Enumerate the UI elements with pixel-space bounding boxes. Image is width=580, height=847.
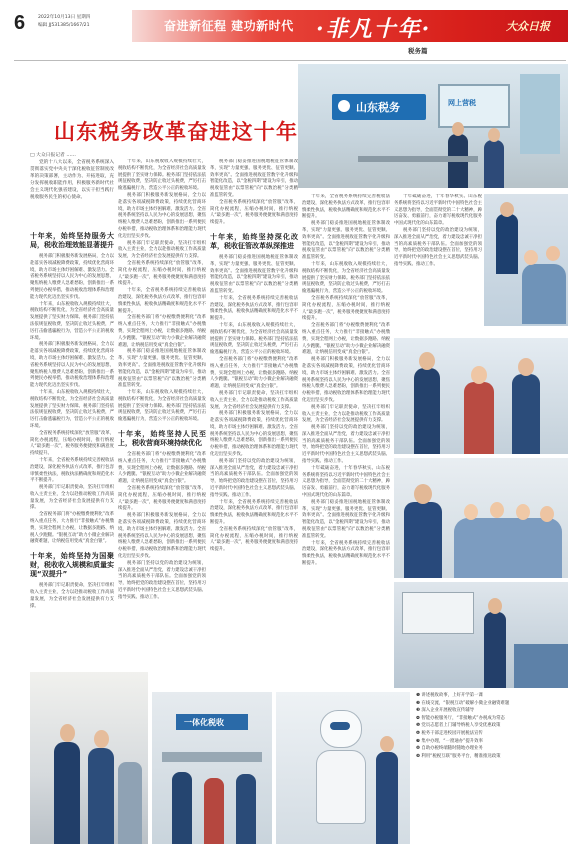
photo-service-robot (276, 692, 410, 844)
photo-school-classroom (484, 194, 568, 326)
paragraph: 十年来，全省税务系统持续完善税收法治建设，深化税务执法方式改革，推行包容审慎柔性执法，税收执法精确度和规范化水平不断提升。 (210, 295, 298, 322)
lecturer-head (488, 598, 502, 614)
hall-sign-text: 山东税务 (356, 101, 400, 114)
caption-item: ❼ 集中办理，“一窗通办”提升效率 (416, 738, 483, 744)
photo-meeting-room (30, 672, 148, 844)
paragraph: 十年来，全省税务系统持续完善税收法治建设，深化税务执法方式改革，推行包容审慎柔性执法，税收执法精确度和规范化水平不断提升。 (30, 457, 114, 484)
paragraph: 十年来，全省税务系统持续完善税收法治建设，深化税务执法方式改革，推行包容审慎柔性执法，税收执法精确度和规范化水平不断提升。 (118, 288, 206, 314)
subheading-3: 十年来，始终坚持人民至上，税收营商环境持续优化 (118, 430, 206, 448)
paragraph: 全省税务系统持续深化“放管服”改革，简化办税流程，压缩办税时间，推行纳税人“最多跑一次”，税务服务便捷度和满意度持续提升。 (210, 526, 298, 553)
paragraph: 税务部门积极服务新发展格局，全力以赴落实各项减税降费政策，持续优化营商环境，助力市场主体纾困解难、激发活力。全省税务系统坚持以人民为中心的发展思想，聚焦纳税人缴费人急难愁盼，创新推出一系列便民办税举措，推动税收治理体系和治理能力现代化迈出坚实步伐。 (30, 254, 114, 300)
article-column-5 (394, 194, 482, 334)
staff-figure (172, 772, 192, 844)
banner-slogan: 奋进新征程 建功新时代 (164, 19, 294, 33)
hall-sign (332, 94, 426, 120)
officer-figure-2 (88, 748, 114, 844)
photo-classroom-lecture (394, 582, 568, 688)
paragraph: 十年来，全省税务系统持续完善税收法治建设，深化税务执法方式改革，推行包容审慎柔性执法，税收执法精确度和规范化水平不断提升。 (302, 194, 390, 220)
caption-item: ❻ 税务干部走进校园开展税法宣传 (416, 730, 483, 736)
photo-tax-hall (298, 64, 568, 188)
paragraph: 十年来，全省税务系统持续完善税收法治建设，深化税务执法方式改革，推行包容审慎柔性执法，税收执法精确度和规范化水平不断提升。 (302, 540, 390, 567)
paragraph: 税务部门坚持以党的政治建设为统领，深入推进全面从严治党，着力建设忠诚干净担当的高素质税务干部队伍。全面加强党的领导，始终把党的政治建设摆在首位，坚持用习近平新时代中国特色社会主义思想武装头脑、指导实践、推动工作。 (210, 458, 298, 498)
paragraph: 税务部门积极服务新发展格局，全力以赴落实各项减税降费政策，持续优化营商环境，助力市场主体纾困解难、激发活力。全省税务系统坚持以人民为中心的发展思想，聚焦纳税人缴费人急难愁盼，创新推出一系列便民办税举措，推动税收治理体系和治理能力现代化迈出坚实步伐。 (30, 342, 114, 389)
subheading-2: 十年来，始终坚持为国聚财，税收收入规模和质量实现“双提升” (30, 552, 114, 579)
hall-banner-text: 一体化税收 (184, 718, 224, 727)
paragraph: 全省税务系统持续深化“放管服”改革，简化办税流程，压缩办税时间，推行纳税人“最多跑一次”，税务服务便捷度和满意度持续提升。 (30, 430, 114, 457)
officer-head (60, 724, 75, 742)
paragraph: 全省税务部门将“办税缴费便利化”改革纳入重点任务，大力推行“非接触式”办税缴费，实现全程网上办税，让数据多跑路、纳税人少跑腿。“银税互动”助力小微企业解决融资难题，让纳税信用变成“真金白银”。 (302, 323, 390, 356)
paragraph: 十年砥砺奋进，十年春华秋实。山东税务系统将坚持以习近平新时代中国特色社会主义思想为指导，全面贯彻党的二十大精神，踔厉奋发、勇毅前行，奋力谱写税收现代化服务中国式现代化的山东篇章。 (302, 465, 390, 499)
staff-figure-2 (236, 774, 256, 844)
teacher-head (500, 202, 514, 217)
audience (514, 644, 568, 688)
child-head (540, 506, 554, 522)
staff-head-2 (488, 128, 500, 142)
staff-head (380, 736, 394, 752)
paragraph: 税务部门积极服务新发展格局，全力以赴落实各项减税降费政策，持续优化营商环境，助力市场主体纾困解难、激发活力。全省税务系统坚持以人民为中心的发展思想，聚焦纳税人缴费人急难愁盼，创新推出一系列便民办税举措，推动税收治理体系和治理能力现代化迈出坚实步伐。 (302, 357, 390, 403)
officer-figure (404, 502, 442, 578)
paragraph: 全省税务部门将“办税缴费便利化”改革纳入重点任务，大力推行“非接触式”办税缴费，实现全程网上办税，让数据多跑路、纳税人少跑腿。“银税互动”助力小微企业解决融资难题，让纳税信用变成“真金白银”。 (30, 512, 114, 545)
photo-service-desk (394, 338, 568, 454)
student-head (546, 246, 560, 261)
blackboard (402, 592, 474, 634)
subheading-4: 十年来，始终坚持深化改革，税收征管改革纵深推进 (210, 232, 298, 250)
children-group (454, 518, 562, 578)
paragraph: 税务部门牢记职责使命，坚决扛牢组织收入主责主业，全力以赴推动税收工作高质量发展，为全省经济社会发展提供有力支撑。 (30, 485, 114, 511)
paragraph: 税务部门积极服务新发展格局，全力以赴落实各项减税降费政策，持续优化营商环境，助力市场主体纾困解难、激发活力。全省税务系统坚持以人民为中心的发展思想，聚焦纳税人缴费人急难愁盼，创新推出一系列便民办税举措，推动税收治理体系和治理能力现代化迈出坚实步伐。 (210, 411, 298, 458)
staff-figure (376, 752, 398, 844)
robot-face (330, 722, 350, 730)
paragraph: 税务部门牢记职责使命，坚决扛牢组织收入主责主业，全力以赴推动税收工作高质量发展，为全省经济社会发展提供有力支撑。 (302, 404, 390, 424)
robot-body (316, 750, 366, 824)
article-column-4 (302, 194, 390, 674)
child-head (490, 502, 504, 518)
paragraph: 税务部门坚持以党的政治建设为统领，深入推进全面从严治党，着力建设忠诚干净担当的高素质税务干部队伍。全面加强党的领导，始终把党的政治建设摆在首位，坚持用习近平新时代中国特色社会主义思想武装头脑、指导实践、推动工作。 (302, 425, 390, 465)
header-divider (14, 60, 566, 61)
header-banner (132, 10, 568, 42)
hall-screen (438, 84, 510, 128)
paragraph: 全省税务部门将“办税缴费便利化”改革纳入重点任务，大力推行“非接触式”办税缴费，实现全程网上办税，让数据多跑路、纳税人少跑腿。“银税互动”助力小微企业解决融资难题，让纳税信用变成“真金白银”。 (210, 356, 298, 390)
staff-head-2 (518, 358, 534, 376)
staff-figure-2 (484, 140, 504, 188)
caption-item: ❾ 利用“税税互联”服务平台，精准推送政策 (416, 753, 501, 759)
officer-figure (54, 742, 80, 844)
paragraph: 税务部门牢记职责使命，坚决扛牢组织收入主责主业，全力以赴推动税收工作高质量发展，为全省经济社会发展提供有力支撑。 (30, 583, 114, 609)
staff-figure-2 (512, 374, 540, 454)
lecturer-figure (484, 612, 506, 688)
caption-item: ❷ 在线交流，“银税互动”破解小微企业融资难题 (416, 700, 510, 706)
paragraph: 十年来，山东税收收入规模持续壮大，税收结构不断优化，为全省经济社会高质量发展提供了坚实财力保障。税务部门坚持依法依规征税收费，坚决防止收过头税费，严厉打击偷逃骗税行为，营造公平公正的税收环境。 (30, 389, 114, 429)
photo-integrated-hall (152, 692, 272, 844)
paragraph: 税务部门牢记职责使命，坚决扛牢组织收入主责主业，全力以赴推动税收工作高质量发展，为全省经济社会发展提供有力支撑。 (210, 390, 298, 410)
paragraph: 税务部门稳妥推进国税地税征管体制改革，实现“力量更强、服务更优、征管更顺、效率更高”。全面推进税收征管数字化升级和智能化改造，以“金税四期”建设为牵引，推动税收征管由“以票管税”向“以数治税”分类精准监管转变。 (118, 349, 206, 389)
photo-school-visit (394, 458, 568, 578)
paragraph: 税务部门稳妥推进国税地税征管体制改革，实现“力量更强、服务更优、征管更顺、效率更高”。全面推进税收征管数字化升级和智能化改造，以“金税四期”建设为牵引，推动税收征管由“以票管税”向“以数治税”分类精准监管转变。 (210, 159, 298, 198)
paragraph: 税务部门稳妥推进国税地税征管体制改革，实现“力量更强、服务更优、征管更顺、效率更高”。全面推进税收征管数字化升级和智能化改造，以“金税四期”建设为牵引，推动税收征管由“以票管税”向“以数治税”分类精准监管转变。 (210, 254, 298, 294)
paragraph: 税务部门坚持以党的政治建设为统领，深入推进全面从严治党，着力建设忠诚干净担当的高素质税务干部队伍。全面加强党的领导，始终把党的政治建设摆在首位，坚持用习近平新时代中国特色社会主义思想武装头脑、指导实践、推动工作。 (118, 560, 206, 600)
staff-head (419, 352, 435, 370)
byline: □ 大众日报记者 …… (30, 153, 76, 158)
caption-item: ❽ 自助办税终端随时随地办理业务 (416, 746, 483, 752)
paragraph: 全省税务系统持续深化“放管服”改革，简化办税流程，压缩办税时间，推行纳税人“最多跑一次”，税务服务便捷度和满意度持续提升。 (302, 295, 390, 322)
caption-item: ❺ 党员志愿者上门辅导纳税人享受优惠政策 (416, 723, 501, 729)
teacher-figure (496, 214, 518, 274)
subheading-1: 十年来，始终坚持服务大局，税收治理效能显著提升 (30, 232, 114, 249)
paragraph: 全省税务部门将“办税缴费便利化”改革纳入重点任务，大力推行“非接触式”办税缴费，实现全程网上办税，让数据多跑路、纳税人少跑腿。“银税互动”助力小微企业解决融资难题，让纳税信用变成“真金白银”。 (118, 452, 206, 485)
citizen-figure (464, 382, 494, 454)
photo-captions (416, 693, 568, 761)
citizen-figure (204, 778, 224, 844)
screen-text: 网上营税 (448, 99, 476, 107)
paragraph: 全省税务系统持续深化“放管服”改革，简化办税流程，压缩办税时间，推行纳税人“最多跑一次”，税务服务便捷度和满意度持续提升。 (210, 199, 298, 226)
paragraph: 十年砥砺奋进，十年春华秋实。山东税务系统将坚持以习近平新时代中国特色社会主义思想为指导，全面贯彻党的二十大精神，踔厉奋发、勇毅前行，奋力谱写税收现代化服务中国式现代化的山东篇章。 (394, 194, 482, 227)
article-title: 山东税务改革奋进这十年 (54, 120, 299, 144)
officer-head (414, 484, 432, 504)
paragraph: 十年来，山东税收收入规模持续壮大，税收结构不断优化，为全省经济社会高质量发展提供了坚实财力保障。税务部门坚持依法依规征税收费，坚决防止收过头税费，严厉打击偷逃骗税行为，营造公平公正的税收环境。 (118, 159, 206, 192)
lead-paragraph (30, 159, 114, 217)
child-head (516, 504, 530, 520)
article-column-3 (210, 159, 298, 669)
hall-banner (176, 714, 248, 730)
paragraph: 税务部门稳妥推进国税地税征管体制改革，实现“力量更强、服务更优、征管更顺、效率更高”。全面推进税收征管数字化升级和智能化改造，以“金税四期”建设为牵引，推动税收征管由“以票管税”向“以数治税”分类精准监管转变。 (302, 499, 390, 539)
paragraph: 税务部门稳妥推进国税地税征管体制改革，实现“力量更强、服务更优、征管更顺、效率更高”。全面推进税收征管数字化升级和智能化改造，以“金税四期”建设为牵引，推动税收征管由“以票管税”向“以数治税”分类精准监管转变。 (302, 221, 390, 261)
student-head (524, 250, 538, 265)
banner-headline: ·非凡十年· (316, 16, 432, 42)
lead-text: 党的十八大以来，全省税务系统深入贯彻落实党中央关于深化税收征管制度改革的决策部署，主动作为、开拓进取，充分发挥税收职能作用，积极服务新时代社会主义现代化强省建设，以实干担当践行税收服务民生的初心使命。 (30, 160, 114, 200)
paragraph: 全省税务系统持续深化“放管服”改革，简化办税流程，压缩办税时间，推行纳税人“最多跑一次”，税务服务便捷度和满意度持续提升。 (118, 260, 206, 287)
paragraph: 十年来，山东税收收入规模持续壮大，税收结构不断优化，为全省经济社会高质量发展提供了坚实财力保障。税务部门坚持依法依规征税收费，坚决防止收过头税费，严厉打击偷逃骗税行为，营造公平公正的税收环境。 (118, 390, 206, 423)
worker-figure (118, 762, 142, 844)
newspaper-logo: 大众日报 (506, 20, 550, 33)
article-column-2 (118, 159, 206, 669)
paragraph: 税务部门积极服务新发展格局，全力以赴落实各项减税降费政策，持续优化营商环境，助力市场主体纾困解难、激发活力。全省税务系统坚持以人民为中心的发展思想，聚焦纳税人缴费人急难愁盼，创新推出一系列便民办税举措，推动税收治理体系和治理能力现代化迈出坚实步伐。 (118, 513, 206, 560)
paragraph: 十年来，全省税务系统持续完善税收法治建设，深化税务执法方式改革，推行包容审慎柔性执法，税收执法精确度和规范化水平不断提升。 (210, 499, 298, 526)
paragraph: 税务部门积极服务新发展格局，全力以赴落实各项减税降费政策，持续优化营商环境，助力市场主体纾困解难、激发活力。全省税务系统坚持以人民为中心的发展思想，聚焦纳税人缴费人急难愁盼，创新推出一系列便民办税举措，推动税收治理体系和治理能力现代化迈出坚实步伐。 (118, 192, 206, 239)
caption-item: ❶ 讲述税收故事，上好开学第一课 (416, 693, 483, 698)
paragraph: 十年来，山东税收收入规模持续壮大，税收结构不断优化，为全省经济社会高质量发展提供了坚实财力保障。税务部门坚持依法依规征税收费，坚决防止收过头税费，严厉打击偷逃骗税行为，营造公平公正的税收环境。 (210, 322, 298, 356)
paragraph: 税务部门牢记职责使命，坚决扛牢组织收入主责主业，全力以赴推动税收工作高质量发展，为全省经济社会发展提供有力支撑。 (118, 240, 206, 260)
caption-item: ❸ 深入企业开展税收宣传辅导 (416, 708, 475, 714)
paragraph: 税务部门坚持以党的政治建设为统领，深入推进全面从严治党，着力建设忠诚干净担当的高素质税务干部队伍。全面加强党的领导，始终把党的政治建设摆在首位，坚持用习近平新时代中国特色社会主义思想武装头脑、指导实践、推动工作。 (394, 227, 482, 267)
editor-line: 编辑 JJ531385/1667/21 (38, 23, 90, 28)
child-head (464, 504, 478, 520)
staff-head (452, 122, 464, 136)
section-label: 税务篇 (408, 47, 428, 55)
paragraph: 全省税务系统持续深化“放管服”改革，简化办税流程，压缩办税时间，推行纳税人“最多跑一次”，税务服务便捷度和满意度持续提升。 (118, 486, 206, 512)
staff-figure (414, 368, 440, 454)
service-counter (358, 156, 478, 162)
window-panel (520, 74, 560, 154)
issue-date: 2022年10月13日 星期四 (38, 15, 91, 20)
page-number: 6 (14, 12, 26, 34)
paragraph: 十年来，山东税收收入规模持续壮大，税收结构不断优化，为全省经济社会高质量发展提供了坚实财力保障。税务部门坚持依法依规征税收费，坚决防止收过头税费，严厉打击偷逃骗税行为，营造公平公正的税收环境。 (30, 301, 114, 341)
student-group (522, 264, 566, 324)
paragraph: 十年来，山东税收收入规模持续壮大，税收结构不断优化，为全省经济社会高质量发展提供了坚实财力保障。税务部门坚持依法依规征税收费，坚决防止收过头税费，严厉打击偷逃骗税行为，营造公平公正的税收环境。 (302, 261, 390, 295)
officer-head-2 (94, 730, 109, 748)
counter (162, 752, 262, 762)
citizen-head (471, 366, 487, 384)
header-meta (38, 14, 90, 30)
paragraph: 全省税务部门将“办税缴费便利化”改革纳入重点任务，大力推行“非接触式”办税缴费，实现全程网上办税，让数据多跑路、纳税人少跑腿。“银税互动”助力小微企业解决融资难题，让纳税信用变成“真金白银”。 (118, 315, 206, 348)
tax-emblem-icon (338, 100, 350, 112)
caption-item: ❹ 智能办税服务厅，“非接触式”办税成为常态 (416, 715, 505, 721)
